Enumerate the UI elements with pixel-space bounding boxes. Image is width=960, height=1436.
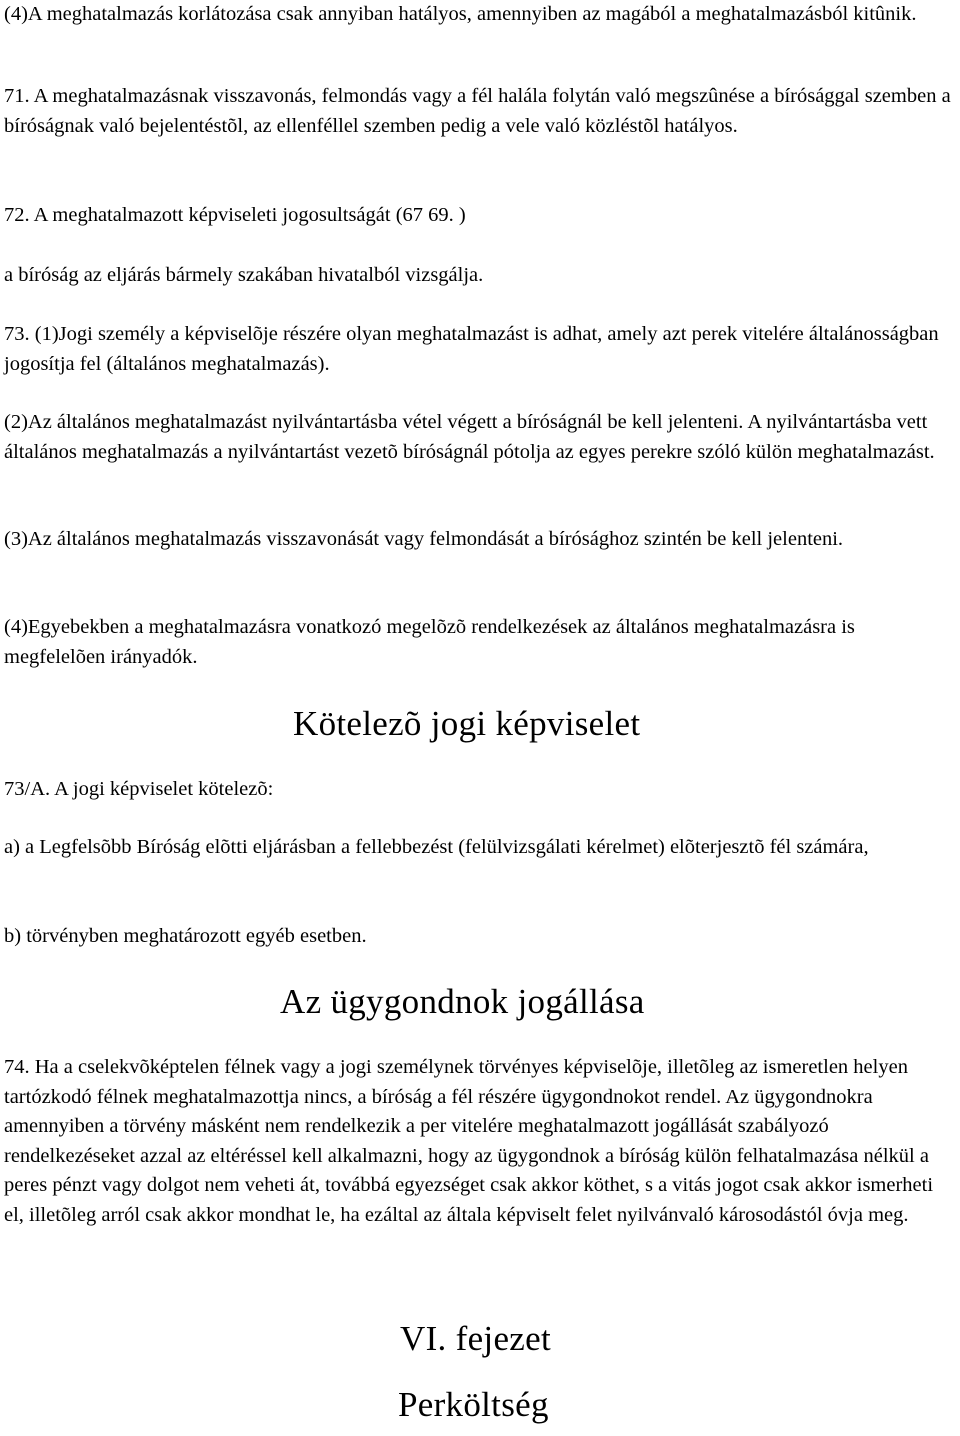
paragraph-73-1: 73. (1)Jogi személy a képviselõje részére olyan meghatalmazást is adhat, amely azt perek vitelére általánosságban jogosítja fel (általános meghatalmazás).	[4, 323, 939, 375]
paragraph-73-2: (2)Az általános meghatalmazást nyilvántartásba vétel végett a bíróságnál be kell jelenteni. A nyilvántartásba vett általános meghatalmazás a nyilvántartást vezetõ bíróságnál pótolja az egyes perekre szóló külön meghatalmazást.	[4, 411, 935, 463]
heading-ugygondnok-jogallasa: Az ügygondnok jogállása	[280, 982, 645, 1021]
paragraph-73-3: (3)Az általános meghatalmazás visszavonását vagy felmondását a bírósághoz szintén be kell jelenteni.	[4, 528, 844, 550]
paragraph-70-4: (4)A meghatalmazás korlátozása csak annyiban hatályos, amennyiben az magából a meghatalmazásból kitûnik.	[4, 3, 917, 25]
heading-perkoltseg: Perköltség	[398, 1385, 549, 1424]
paragraph-73a: 73/A. A jogi képviselet kötelezõ:	[4, 778, 274, 800]
paragraph-73a-b: b) törvényben meghatározott egyéb esetben.	[4, 925, 367, 947]
paragraph-73a-a: a) a Legfelsõbb Bíróság elõtti eljárásban a fellebbezést (felülvizsgálati kérelmet) elõterjesztõ fél számára,	[4, 836, 869, 858]
paragraph-71: 71. A meghatalmazásnak visszavonás, felmondás vagy a fél halála folytán való megszûnése a bírósággal szemben a bíróságnak való bejelentéstõl, az ellenféllel szemben pedig a vele való közléstõl hatályos.	[4, 85, 951, 137]
chapter-heading: VI. fejezet	[400, 1319, 551, 1358]
paragraph-72-b: a bíróság az eljárás bármely szakában hivatalból vizsgálja.	[4, 264, 484, 286]
heading-kotelezo-jogi-kepviselet: Kötelezõ jogi képviselet	[293, 704, 641, 743]
paragraph-72-a: 72. A meghatalmazott képviseleti jogosultságát (67 69. )	[4, 204, 466, 226]
paragraph-74: 74. Ha a cselekvõképtelen félnek vagy a jogi személynek törvényes képviselõje, illetõleg az ismeretlen helyen tartózkodó félnek meghatalmazottja nincs, a bíróság a fél részére ügygondnokot rendel. Az ügygondnokra amennyiben a törvény másként nem rendelkezik a per vitelére meghatalmazott jogállását szabályozó rendelkezéseket azzal az eltéréssel kell alkalmazni, hogy az ügygondnok a bíróság külön felhatalmazása nélkül a peres pénzt vagy dolgot nem veheti át, továbbá egyezséget csak akkor köthet, s a vitás jogot csak akkor ismerheti el, illetõleg arról csak akkor mondhat le, ha ezáltal az általa képviselt felet nyilvánvaló károsodástól óvja meg.	[4, 1056, 934, 1226]
paragraph-73-4: (4)Egyebekben a meghatalmazásra vonatkozó megelõzõ rendelkezések az általános meghatalmazásra is megfelelõen irányadók.	[4, 616, 855, 668]
